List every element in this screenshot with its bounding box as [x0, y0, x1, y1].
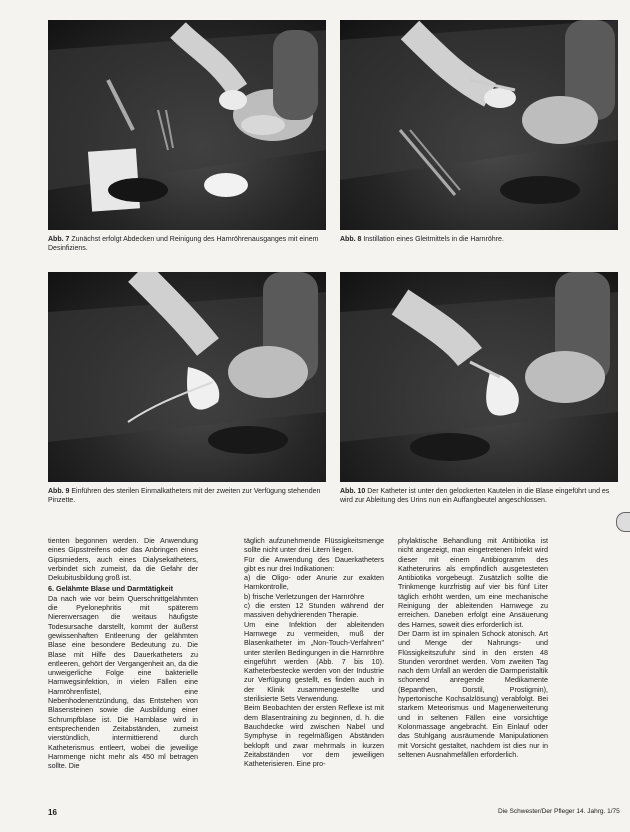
col2-list-item-a: a) die Oligo- oder Anurie zur exakten Harnkontrolle, — [244, 573, 384, 592]
col2-paragraph-4: Beim Beobachten der ersten Reflexe ist mit dem Blasentraining zu beginnen, d. h. die Bauchdecke wird zwischen Nabel und Symphyse in regelmäßigen Abständen beklopft und zwar mehrmals in kurzen Zeitabständen vor dem jeweiligen Katheterisieren. Eine pro- — [244, 703, 384, 769]
page-edge-tab — [616, 512, 630, 532]
text-column-3 — [398, 536, 548, 759]
figure-10-caption-text: Der Katheter ist unter den gelockerten Kautelen in die Blase eingeführt und es wird zur Ableitung des Urins nun ein Auffangbeutel angeschlossen. — [340, 488, 610, 504]
figure-9-photo — [48, 272, 326, 482]
figure-8-image — [340, 20, 618, 230]
text-column-1 — [48, 536, 198, 770]
col3-paragraph-2: Der Darm ist im spinalen Schock atonisch. Art und Menge der Nahrungs- und Flüssigkeitszufuhr sind in den ersten 48 Stunden verordnet werden. Vom zweiten Tag nach dem Unfall an werden die Darmperistaltik schonend anregende Medikamente (Bepanthen, Dorstil, Prostigmin), hypertonische Kochsalzlösung) verabfolgt. Bei starkem Meteorismus und Magenerweiterung und in seltenen Fällen eine vorsichtige Kolonmassage angebracht. Ein Einlauf oder das Stuhlgang ausräumende Manipulationen mit Vorsicht gestaltet, nachdem ist dies nur in seltenen Ausnahmefällen erforderlich. — [398, 628, 548, 759]
figure-10-caption — [340, 488, 614, 505]
figure-7-label: Abb. 7 — [48, 236, 70, 243]
col1-paragraph-1: tienten begonnen werden. Die Anwendung eines Gipsstreifens oder das Anbringen eines Gipsmieders, auch eines Dialysekatheters, verbindet sich zumeist, da die Gefahr der Dekubitusbildung groß ist. — [48, 536, 198, 583]
figure-8-caption — [340, 236, 618, 245]
figure-9-label: Abb. 9 — [48, 488, 70, 495]
figure-9-caption — [48, 488, 326, 505]
figure-10-image — [340, 272, 618, 482]
col2-list-item-b: b) frische Verletzungen der Harnröhre — [244, 591, 365, 601]
figure-8-label: Abb. 8 — [340, 236, 362, 243]
figure-10-label: Abb. 10 — [340, 488, 366, 495]
figure-8-caption-text: Instillation eines Gleitmittels in die Harnröhre. — [363, 236, 504, 243]
col3-paragraph-1: phylaktische Behandlung mit Antibiotika ist nicht angezeigt, man eingetretenen Infekt wird dieser mit einem Antibiogramm des Katheterurins als empfindlich ausgetesteten Antibiotika vorgebeugt. Zusätzlich sollte die Trinkmenge kurzfristig auf vier bis fünf Liter täglich erhöht werden, um eine mechanische Reinigung der ableitenden Harnwege zu erreichen. Daneben erfolgt eine Ansäuerung des Harnes, soweit dies erforderlich ist. — [398, 536, 548, 629]
figure-7-caption — [48, 236, 326, 253]
figure-7-caption-text: Zunächst erfolgt Abdecken und Reinigung des Harnröhrenausganges mit einem Desinfiziens. — [48, 236, 319, 252]
figure-9-image — [48, 272, 326, 482]
figure-7-image — [48, 20, 326, 230]
figure-10-photo — [340, 272, 618, 482]
figure-9-caption-text: Einführen des sterilen Einmalkatheters mit der zweiten zur Verfügung stehenden Pinzette. — [48, 488, 321, 504]
col2-paragraph-2: Für die Anwendung des Dauerkatheters gibt es nur drei Indikationen: — [244, 554, 384, 573]
section-heading: 6. Gelähmte Blase und Darmtätigkeit — [48, 584, 174, 594]
figure-7-photo — [48, 20, 326, 230]
page-number: 16 — [48, 808, 57, 817]
col2-paragraph-1: täglich aufzunehmende Flüssigkeitsmenge sollte nicht unter drei Litern liegen. — [244, 536, 384, 555]
col1-paragraph-2: Da nach wie vor beim Querschnittgelähmten die Pyelonephritis mit späterem Nierenversagen die weitaus häufigste Todesursache darstellt, kommt der äußerst gewissenhaften Entleerung der gelähmten Blase eine besondere Bedeutung zu. Die Blase mit Hilfe des Dauerkatheters zu entleeren, gehört der Vergangenheit an, da die unweigerliche Folge eine bakterielle Harnwegsinfektion, in vielen Fällen eine Harnröhrenfistel, eine Nebenhodenentzündung, das Entstehen von Blasensteinen sowie die Ausbildung einer Schrumpfblase ist. Die Harnblase wird in entsprechenden Zeitabständen, zumeist vierstündlich, intermittierend durch Katheterismus entleert, wobei die jeweilige Harnmenge nicht mehr als 450 ml betragen sollte. Die — [48, 593, 198, 771]
journal-footer: Die Schwester/Der Pfleger 14. Jahrg. 1/75 — [498, 808, 620, 815]
col2-paragraph-3: Um eine Infektion der ableitenden Harnwege zu vermeiden, muß der Blasenkatheter im „Non-Touch-Verfahren" unter sterilen Bedingungen in die Harnröhre eingeführt werden (Abb. 7 bis 10). Katheterbestecke werden von der Industrie zur Verfügung gestellt, es finden auch in der Klinik zusammengestellte und sterilisierte Sets Verwendung. — [244, 619, 384, 704]
figure-8-photo — [340, 20, 618, 230]
text-column-2 — [244, 536, 384, 768]
col2-list-item-c: c) die ersten 12 Stunden während der massiven dehydrierenden Therapie. — [244, 601, 384, 620]
